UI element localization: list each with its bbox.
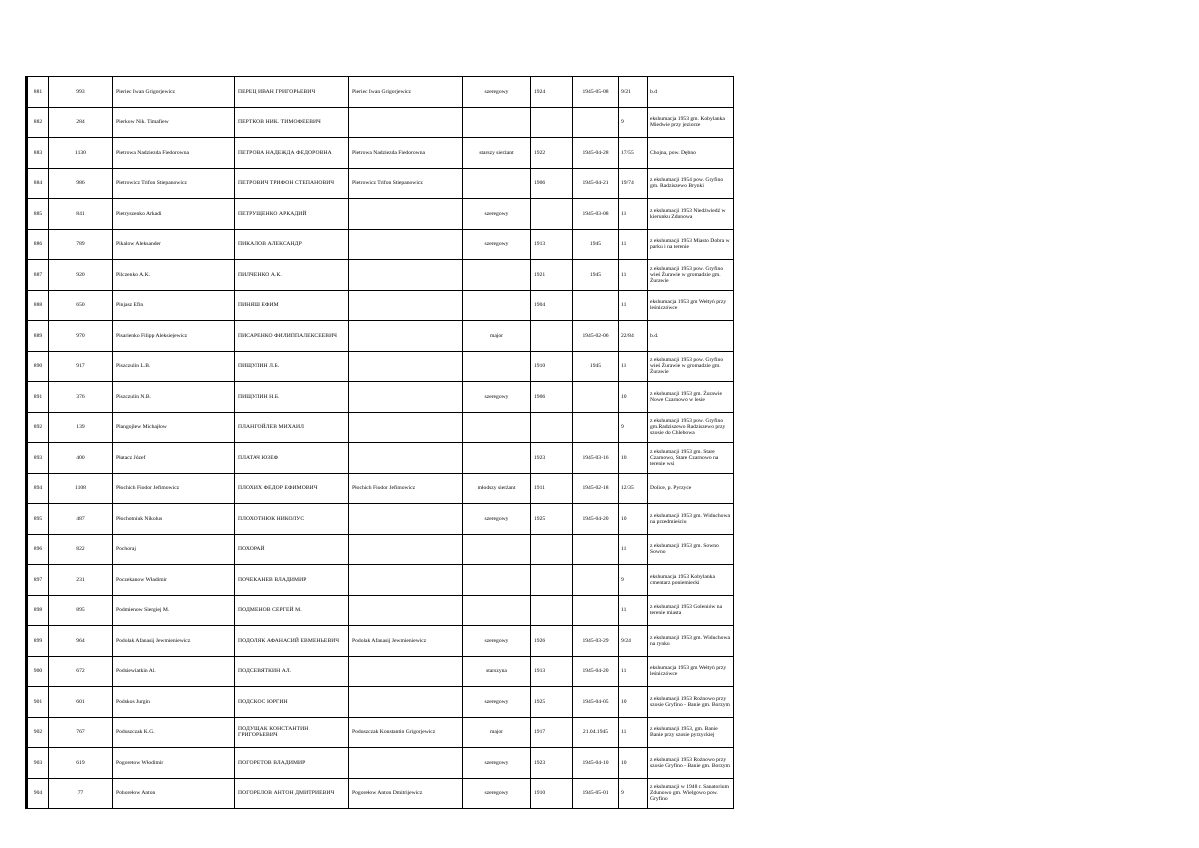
birth-year-cell: 1925 xyxy=(531,504,573,535)
name-polish-cell: Podmienow Siergiej M. xyxy=(113,595,235,626)
military-rank-cell: szeregowy xyxy=(463,504,531,535)
name-polish-cell: Podolak Afanasij Jewmieniewicz xyxy=(113,626,235,657)
military-rank-cell xyxy=(463,595,531,626)
full-name-cell: Poduszczak Konstantin Grigorjewicz xyxy=(349,717,463,748)
birth-year-cell: 1921 xyxy=(531,260,573,291)
birth-year-cell xyxy=(531,412,573,443)
burial-place-note-cell: z ekshumacji 1953 pow. Gryfino wieś Żurawie w gromadzie gm. Żurawie xyxy=(648,260,734,291)
record-number-cell: 893 xyxy=(27,443,49,474)
table-row xyxy=(27,778,734,809)
name-russian-cell: ПЛАНГОЙЛЕВ МИХАИЛ xyxy=(235,412,349,443)
table-row xyxy=(27,443,734,474)
table-row xyxy=(27,77,734,108)
burial-place-note-cell: Dolice, p. Pyrzyce xyxy=(648,473,734,504)
grave-register-number-cell: 970 xyxy=(49,321,113,352)
name-russian-cell: ПЕТРОВА НАДЕЖДА ФЕДОРОВНА xyxy=(235,138,349,169)
military-rank-cell: szeregowy xyxy=(463,77,531,108)
burial-place-note-cell: b.d xyxy=(648,77,734,108)
grave-location-cell: 10 xyxy=(619,504,648,535)
burial-place-note-cell: z ekshumacji 1953 pow. Gryfino gm.Radziszewo Radziszewo przy szosie do Chlebowa xyxy=(648,412,734,443)
grave-location-cell: 11 xyxy=(619,290,648,321)
name-polish-cell: Podsiewiatkin Al. xyxy=(113,656,235,687)
burial-place-note-cell: z ekshumacji 1953, gm. Banie Banie przy szosie pyrzyckiej xyxy=(648,717,734,748)
birth-year-cell xyxy=(531,595,573,626)
table-row xyxy=(27,290,734,321)
table-row xyxy=(27,473,734,504)
record-number-cell: 897 xyxy=(27,565,49,596)
name-russian-cell: ПОДУЩАК КОНСТАНТИН ГРИГОРЬЕВИЧ xyxy=(235,717,349,748)
grave-location-cell: 10 xyxy=(619,382,648,413)
record-number-cell: 899 xyxy=(27,626,49,657)
record-number-cell: 886 xyxy=(27,229,49,260)
name-russian-cell: ПЛОХИХ ФЕДОР ЕФИМОВИЧ xyxy=(235,473,349,504)
death-date-cell: 1945-02-18 xyxy=(573,473,619,504)
name-russian-cell: ПЕРЕЦ ИВАН ГРИГОРЬЕВИЧ xyxy=(235,77,349,108)
death-date-cell: 1945-03-08 xyxy=(573,199,619,230)
full-name-cell xyxy=(349,321,463,352)
grave-location-cell: 9/24 xyxy=(619,626,648,657)
full-name-cell xyxy=(349,443,463,474)
grave-location-cell: 9/21 xyxy=(619,77,648,108)
grave-location-cell: 11 xyxy=(619,229,648,260)
grave-register-number-cell: 487 xyxy=(49,504,113,535)
name-polish-cell: Płochich Fiodor Jefimowicz xyxy=(113,473,235,504)
name-polish-cell: Pohorełow Anton xyxy=(113,778,235,809)
name-polish-cell: Pisarienko Filipp Aleksiejewicz xyxy=(113,321,235,352)
death-date-cell: 1945-05-08 xyxy=(573,77,619,108)
name-russian-cell: ПЕТРУЩЕНКО АРКАДИЙ xyxy=(235,199,349,230)
full-name-cell: Podolak Afanasij Jewmieniewicz xyxy=(349,626,463,657)
name-russian-cell: ПИЛЧЕНКО А.К. xyxy=(235,260,349,291)
death-date-cell xyxy=(573,290,619,321)
birth-year-cell: 1917 xyxy=(531,717,573,748)
grave-register-number-cell: 964 xyxy=(49,626,113,657)
grave-register-number-cell: 619 xyxy=(49,748,113,779)
birth-year-cell: 1906 xyxy=(531,168,573,199)
full-name-cell: Płochich Fiodor Jefimowicz xyxy=(349,473,463,504)
grave-location-cell: 17/55 xyxy=(619,138,648,169)
name-russian-cell: ПЕТРОВИЧ ТРИФОН СТЕПАНОВИЧ xyxy=(235,168,349,199)
burial-place-note-cell: z ekshumacji 1953 Niedźwiedź w kierunku Zdunowa xyxy=(648,199,734,230)
birth-year-cell: 1923 xyxy=(531,748,573,779)
death-date-cell: 1945-03-16 xyxy=(573,443,619,474)
grave-register-number-cell: 139 xyxy=(49,412,113,443)
name-polish-cell: Pietrowa Nadziezda Fiedorowna xyxy=(113,138,235,169)
record-number-cell: 885 xyxy=(27,199,49,230)
birth-year-cell: 1913 xyxy=(531,656,573,687)
record-number-cell: 883 xyxy=(27,138,49,169)
death-date-cell xyxy=(573,382,619,413)
name-russian-cell: ПИНЯШ ЕФИМ xyxy=(235,290,349,321)
death-date-cell xyxy=(573,595,619,626)
record-number-cell: 888 xyxy=(27,290,49,321)
military-rank-cell: szeregowy xyxy=(463,229,531,260)
grave-register-number-cell: 920 xyxy=(49,260,113,291)
grave-register-number-cell: 601 xyxy=(49,687,113,718)
record-number-cell: 902 xyxy=(27,717,49,748)
table-row xyxy=(27,229,734,260)
name-polish-cell: Pogoretow Włodimir xyxy=(113,748,235,779)
grave-register-number-cell: 231 xyxy=(49,565,113,596)
grave-location-cell: 11 xyxy=(619,595,648,626)
burial-place-note-cell: z ekshumacji w 1948 r. Sanatorium Zdunowo gm. Wielgowo pow. Gryfino xyxy=(648,778,734,809)
burial-place-note-cell: z ekshumacji 1953 Rożnowo przy szosie Gryfino - Banie gm. Borzym xyxy=(648,687,734,718)
name-polish-cell: Plangojlew Michajłow xyxy=(113,412,235,443)
grave-location-cell: 12/35 xyxy=(619,473,648,504)
death-date-cell: 1945-04-20 xyxy=(573,656,619,687)
birth-year-cell: 1925 xyxy=(531,687,573,718)
burial-place-note-cell: z ekshumacji 1954 pow. Gryfino gm. Radziszewo Brynki xyxy=(648,168,734,199)
name-polish-cell: Pikalow Aleksander xyxy=(113,229,235,260)
military-rank-cell: szeregowy xyxy=(463,199,531,230)
record-number-cell: 892 xyxy=(27,412,49,443)
birth-year-cell: 1910 xyxy=(531,351,573,382)
birth-year-cell: 1910 xyxy=(531,778,573,809)
death-date-cell: 1945-04-20 xyxy=(573,504,619,535)
grave-register-number-cell: 895 xyxy=(49,595,113,626)
grave-location-cell: 11 xyxy=(619,656,648,687)
birth-year-cell xyxy=(531,199,573,230)
military-rank-cell xyxy=(463,412,531,443)
name-polish-cell: Płatacz Józef xyxy=(113,443,235,474)
grave-register-number-cell: 376 xyxy=(49,382,113,413)
grave-location-cell: 9 xyxy=(619,778,648,809)
grave-register-number-cell: 650 xyxy=(49,290,113,321)
burial-place-note-cell: ekshumacja 1953 Kobylanka cmentarz poniemiecki xyxy=(648,565,734,596)
grave-register-number-cell: 822 xyxy=(49,534,113,565)
name-russian-cell: ПЕРТКОВ НИК. ТИМОФЕЕВИЧ xyxy=(235,107,349,138)
name-russian-cell: ПОДОЛЯК АФАНАСИЙ ЕВМЕНЬЕВИЧ xyxy=(235,626,349,657)
name-russian-cell: ПИЩУЛИН Н.Б. xyxy=(235,382,349,413)
grave-location-cell: 10 xyxy=(619,687,648,718)
burial-place-note-cell: z ekshumacji 1953 gm. Sowno Sowno xyxy=(648,534,734,565)
death-date-cell xyxy=(573,565,619,596)
grave-register-number-cell: 672 xyxy=(49,656,113,687)
name-polish-cell: Podskos Jurgin xyxy=(113,687,235,718)
name-polish-cell: Poczekanow Władimir xyxy=(113,565,235,596)
military-rank-cell xyxy=(463,565,531,596)
birth-year-cell xyxy=(531,321,573,352)
full-name-cell xyxy=(349,260,463,291)
grave-register-number-cell: 284 xyxy=(49,107,113,138)
full-name-cell: Pogorełow Anton Dmitrijewicz xyxy=(349,778,463,809)
birth-year-cell: 1926 xyxy=(531,626,573,657)
burial-place-note-cell: z ekshumacji 1953 gm. Widuchowa na rynku xyxy=(648,626,734,657)
grave-location-cell: 19/74 xyxy=(619,168,648,199)
burial-place-note-cell: b.d. xyxy=(648,321,734,352)
full-name-cell xyxy=(349,107,463,138)
military-rank-cell: szeregowy xyxy=(463,748,531,779)
table-row xyxy=(27,595,734,626)
military-rank-cell: major xyxy=(463,717,531,748)
full-name-cell xyxy=(349,290,463,321)
grave-register-number-cell: 789 xyxy=(49,229,113,260)
burial-place-note-cell: z ekshumacji 1953 Miasto Dobra w parku i na terenie xyxy=(648,229,734,260)
name-polish-cell: Pinjasz Efin xyxy=(113,290,235,321)
table-row xyxy=(27,504,734,535)
table-row xyxy=(27,321,734,352)
full-name-cell xyxy=(349,382,463,413)
table-row xyxy=(27,656,734,687)
birth-year-cell xyxy=(531,534,573,565)
military-rank-cell: szeregowy xyxy=(463,778,531,809)
grave-register-number-cell: 917 xyxy=(49,351,113,382)
grave-location-cell: 10 xyxy=(619,443,648,474)
record-number-cell: 903 xyxy=(27,748,49,779)
name-russian-cell: ПОЧЕКАНЕВ ВЛАДИМИР xyxy=(235,565,349,596)
table-row xyxy=(27,107,734,138)
register-rows xyxy=(27,77,734,809)
death-date-cell: 1945-04-28 xyxy=(573,138,619,169)
name-polish-cell: Poduszczak K.G. xyxy=(113,717,235,748)
table-row xyxy=(27,138,734,169)
full-name-cell xyxy=(349,565,463,596)
grave-register-number-cell: 986 xyxy=(49,168,113,199)
birth-year-cell: 1923 xyxy=(531,443,573,474)
birth-year-cell: 1906 xyxy=(531,382,573,413)
death-date-cell: 1945 xyxy=(573,229,619,260)
birth-year-cell: 1911 xyxy=(531,473,573,504)
military-rank-cell xyxy=(463,260,531,291)
record-number-cell: 889 xyxy=(27,321,49,352)
name-russian-cell: ПОДСЕВЯТКИН АЛ. xyxy=(235,656,349,687)
table-row xyxy=(27,626,734,657)
grave-register-number-cell: 1108 xyxy=(49,473,113,504)
grave-register-number-cell: 77 xyxy=(49,778,113,809)
birth-year-cell xyxy=(531,107,573,138)
record-number-cell: 904 xyxy=(27,778,49,809)
burial-place-note-cell: z ekshumacji 1953 Rożnowo przy szosie Gryfino - Banie gm. Borzym xyxy=(648,748,734,779)
burial-place-note-cell: ekshumacja 1953 gm. Kobylanka Miedwie przy jeziorze xyxy=(648,107,734,138)
military-rank-cell xyxy=(463,168,531,199)
grave-location-cell: 10 xyxy=(619,748,648,779)
name-russian-cell: ПОГОРЕЛОВ АНТОН ДМИТРИЕВИЧ xyxy=(235,778,349,809)
full-name-cell xyxy=(349,351,463,382)
grave-location-cell: 11 xyxy=(619,260,648,291)
name-polish-cell: Pietryszenko Arkadi xyxy=(113,199,235,230)
record-number-cell: 898 xyxy=(27,595,49,626)
death-date-cell: 1945-04-10 xyxy=(573,748,619,779)
table-row xyxy=(27,199,734,230)
grave-location-cell: 11 xyxy=(619,351,648,382)
record-number-cell: 881 xyxy=(27,77,49,108)
burial-place-note-cell: Chojna, pow. Dębno xyxy=(648,138,734,169)
military-rank-cell xyxy=(463,534,531,565)
table-row xyxy=(27,748,734,779)
name-russian-cell: ПОХОРАЙ xyxy=(235,534,349,565)
grave-register-number-cell: 400 xyxy=(49,443,113,474)
grave-location-cell: 9 xyxy=(619,107,648,138)
military-rank-cell: szeregowy xyxy=(463,382,531,413)
military-rank-cell xyxy=(463,351,531,382)
military-rank-cell xyxy=(463,107,531,138)
grave-register-number-cell: 767 xyxy=(49,717,113,748)
full-name-cell xyxy=(349,412,463,443)
table-row xyxy=(27,382,734,413)
name-polish-cell: Pietrowicz Trifon Stiepanowicz xyxy=(113,168,235,199)
grave-register-number-cell: 993 xyxy=(49,77,113,108)
military-rank-cell xyxy=(463,443,531,474)
grave-location-cell: 11 xyxy=(619,717,648,748)
grave-register-number-cell: 841 xyxy=(49,199,113,230)
burial-place-note-cell: z ekshumacji 1953 gm. Stare Czarnowo, Stare Czarnowo na terenie wsi xyxy=(648,443,734,474)
military-rank-cell: szeregowy xyxy=(463,626,531,657)
death-date-cell xyxy=(573,107,619,138)
record-number-cell: 895 xyxy=(27,504,49,535)
full-name-cell xyxy=(349,748,463,779)
name-russian-cell: ПОДСКОС ЮРГИН xyxy=(235,687,349,718)
grave-location-cell: 11 xyxy=(619,199,648,230)
record-number-cell: 894 xyxy=(27,473,49,504)
table-row xyxy=(27,168,734,199)
burial-place-note-cell: z ekshumacji 1953 pow. Gryfino wieś Żurawie w gromadzie gm. Żurawie xyxy=(648,351,734,382)
name-russian-cell: ПИКАЛОВ АЛЕКСАНДР xyxy=(235,229,349,260)
death-date-cell: 1945 xyxy=(573,260,619,291)
record-number-cell: 896 xyxy=(27,534,49,565)
name-polish-cell: Pieriec Iwan Grigorjewicz xyxy=(113,77,235,108)
birth-year-cell xyxy=(531,565,573,596)
name-polish-cell: Pochoraj xyxy=(113,534,235,565)
death-date-cell: 1945-02-06 xyxy=(573,321,619,352)
death-date-cell xyxy=(573,412,619,443)
name-polish-cell: Piszczulin L.B. xyxy=(113,351,235,382)
full-name-cell xyxy=(349,229,463,260)
name-polish-cell: Płochotniuk Nikolus xyxy=(113,504,235,535)
birth-year-cell: 1924 xyxy=(531,77,573,108)
name-polish-cell: Piszczulin N.B. xyxy=(113,382,235,413)
record-number-cell: 882 xyxy=(27,107,49,138)
name-polish-cell: Pierkow Nik. Timafiew xyxy=(113,107,235,138)
death-date-cell xyxy=(573,534,619,565)
name-russian-cell: ПЛАТАЧ ЮЗЕФ xyxy=(235,443,349,474)
military-rank-cell: starszy sierżant xyxy=(463,138,531,169)
birth-year-cell: 1913 xyxy=(531,229,573,260)
burial-place-note-cell: z ekshumacji 1953 gm. Widuchowa na przedmieściu xyxy=(648,504,734,535)
burial-place-note-cell: z ekshumacji 1953 gm. Żurawie Nowe Czarnowo w lesie xyxy=(648,382,734,413)
grave-register-number-cell: 1130 xyxy=(49,138,113,169)
burial-place-note-cell: ekshumacja 1953 gm Wełtyń przy leśniczówce xyxy=(648,656,734,687)
grave-location-cell: 9 xyxy=(619,412,648,443)
military-rank-cell: starszyna xyxy=(463,656,531,687)
full-name-cell xyxy=(349,199,463,230)
full-name-cell xyxy=(349,504,463,535)
name-russian-cell: ПОГОРЕТОВ ВЛАДИМИР xyxy=(235,748,349,779)
name-russian-cell: ПИСАРЕНКО ФИЛИППАЛЕКСЕЕВИЧ xyxy=(235,321,349,352)
record-number-cell: 890 xyxy=(27,351,49,382)
record-number-cell: 891 xyxy=(27,382,49,413)
grave-location-cell: 22/84 xyxy=(619,321,648,352)
name-russian-cell: ПИЩУЛИН Л.Б. xyxy=(235,351,349,382)
record-number-cell: 900 xyxy=(27,656,49,687)
table-row xyxy=(27,534,734,565)
name-russian-cell: ПЛОХОТНЮК НИКОЛУС xyxy=(235,504,349,535)
death-date-cell: 1945-04-21 xyxy=(573,168,619,199)
military-rank-cell: młodszy sierżant xyxy=(463,473,531,504)
record-number-cell: 901 xyxy=(27,687,49,718)
full-name-cell xyxy=(349,656,463,687)
name-russian-cell: ПОДМЕНОВ СЕРГЕЙ М. xyxy=(235,595,349,626)
burial-place-note-cell: ekshumacja 1953 gm Wełtyń przy leśniczówce xyxy=(648,290,734,321)
burial-register-table xyxy=(25,76,734,809)
death-date-cell: 1945-03-29 xyxy=(573,626,619,657)
grave-location-cell: 11 xyxy=(619,534,648,565)
burial-place-note-cell: z ekshumacji 1953 Goleniów na terenie miasta xyxy=(648,595,734,626)
table-row xyxy=(27,565,734,596)
table-row xyxy=(27,412,734,443)
birth-year-cell: 1922 xyxy=(531,138,573,169)
military-rank-cell xyxy=(463,290,531,321)
military-rank-cell: szeregowy xyxy=(463,687,531,718)
death-date-cell: 21.04.1945 xyxy=(573,717,619,748)
full-name-cell: Pietrowa Nadziezda Fiedorowna xyxy=(349,138,463,169)
full-name-cell xyxy=(349,595,463,626)
full-name-cell: Pietrowicz Trifon Stiepanowicz xyxy=(349,168,463,199)
full-name-cell xyxy=(349,687,463,718)
military-rank-cell: major xyxy=(463,321,531,352)
table-row xyxy=(27,687,734,718)
name-polish-cell: Pilczenko A.K. xyxy=(113,260,235,291)
death-date-cell: 1945 xyxy=(573,351,619,382)
full-name-cell: Pieriec Iwan Grigorjewicz xyxy=(349,77,463,108)
table-row xyxy=(27,717,734,748)
full-name-cell xyxy=(349,534,463,565)
record-number-cell: 884 xyxy=(27,168,49,199)
death-date-cell: 1945-05-01 xyxy=(573,778,619,809)
birth-year-cell: 1904 xyxy=(531,290,573,321)
table-row xyxy=(27,351,734,382)
grave-location-cell: 9 xyxy=(619,565,648,596)
table-row xyxy=(27,260,734,291)
record-number-cell: 887 xyxy=(27,260,49,291)
death-date-cell: 1945-04-05 xyxy=(573,687,619,718)
